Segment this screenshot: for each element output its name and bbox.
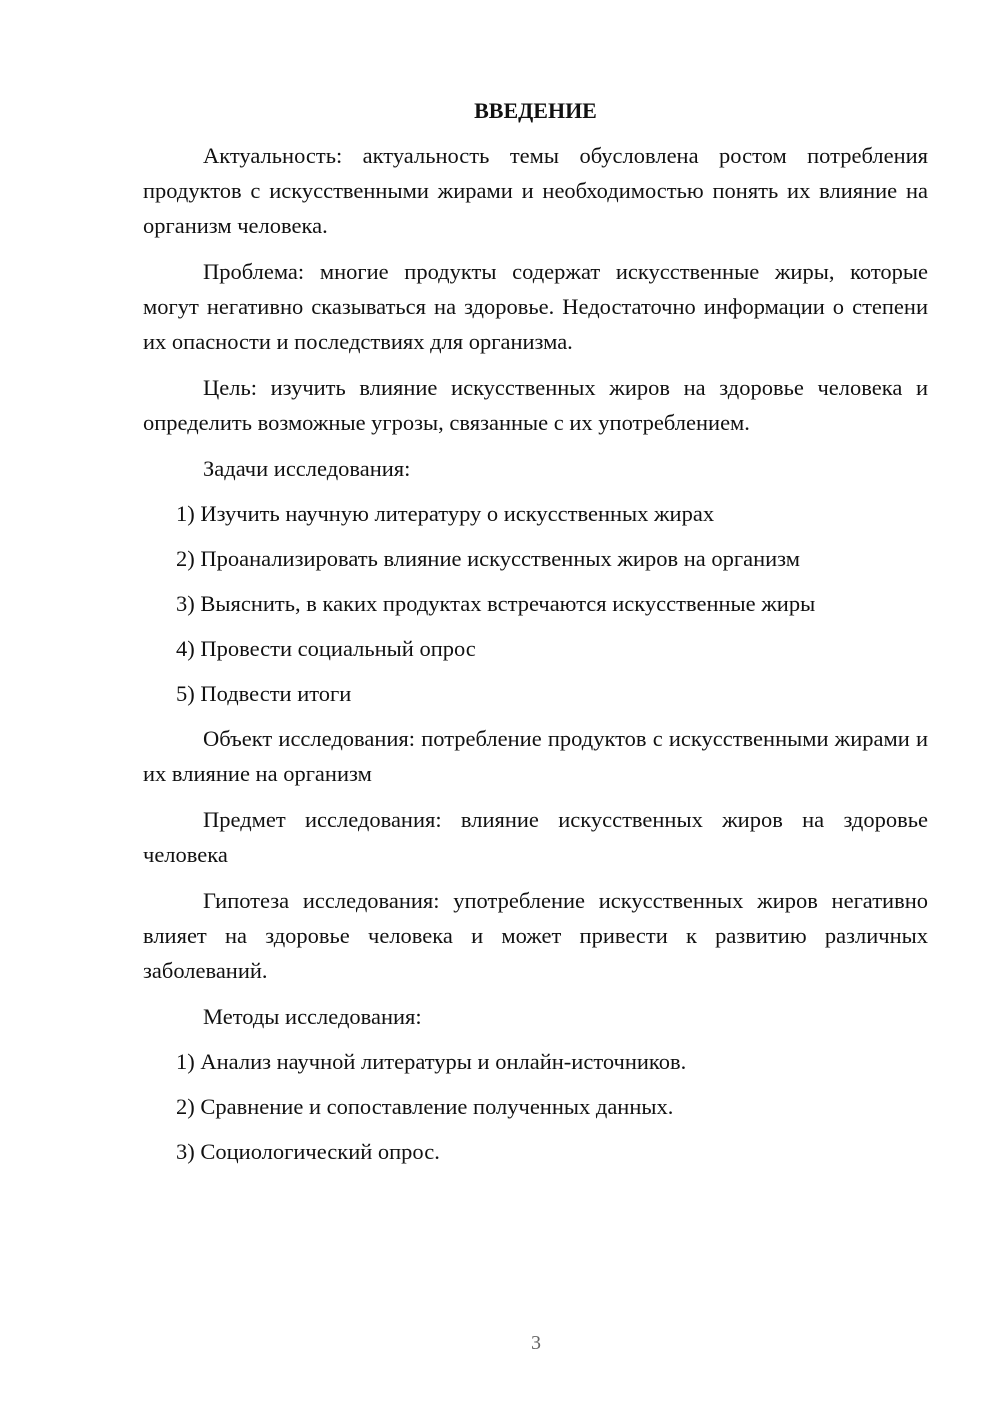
list-item: 1) Изучить научную литературу о искусственных жирах [176,501,715,526]
list-item: 2) Сравнение и сопоставление полученных данных. [176,1094,674,1119]
problem-paragraph: Проблема: многие продукты содержат искусственные жиры, которые могут негативно сказываться на здоровье. Недостаточно информации о степени их опасности и последствиях для организма. [143,259,928,354]
hypothesis-paragraph: Гипотеза исследования: употребление искусственных жиров негативно влияет на здоровье человека и может привести к развитию различных заболеваний. [143,888,928,983]
list-item: 2) Проанализировать влияние искусственных жиров на организм [176,546,800,571]
list-item: 1) Анализ научной литературы и онлайн-источников. [176,1049,687,1074]
list-item: 3) Социологический опрос. [176,1139,440,1164]
document-page [143,92,928,1179]
list-item: 3) Выяснить, в каких продуктах встречаются искусственные жиры [176,591,816,616]
methods-list [143,1044,928,1169]
subject-paragraph: Предмет исследования: влияние искусственных жиров на здоровье человека [143,807,928,867]
list-item: 4) Провести социальный опрос [176,636,476,661]
relevance-paragraph: Актуальность: актуальность темы обусловлена ростом потребления продуктов с искусственными жирами и необходимостью понять их влияние на организм человека. [143,143,928,238]
page-title: ВВЕДЕНИЕ [474,98,597,123]
goal-paragraph: Цель: изучить влияние искусственных жиров на здоровье человека и определить возможные угрозы, связанные с их употреблением. [143,375,928,435]
methods-heading: Методы исследования: [203,1004,422,1029]
list-item: 5) Подвести итоги [176,681,352,706]
page-number: 3 [531,1332,541,1354]
tasks-list [143,496,928,711]
tasks-heading: Задачи исследования: [203,456,411,481]
object-paragraph: Объект исследования: потребление продуктов с искусственными жирами и их влияние на организм [143,726,928,786]
